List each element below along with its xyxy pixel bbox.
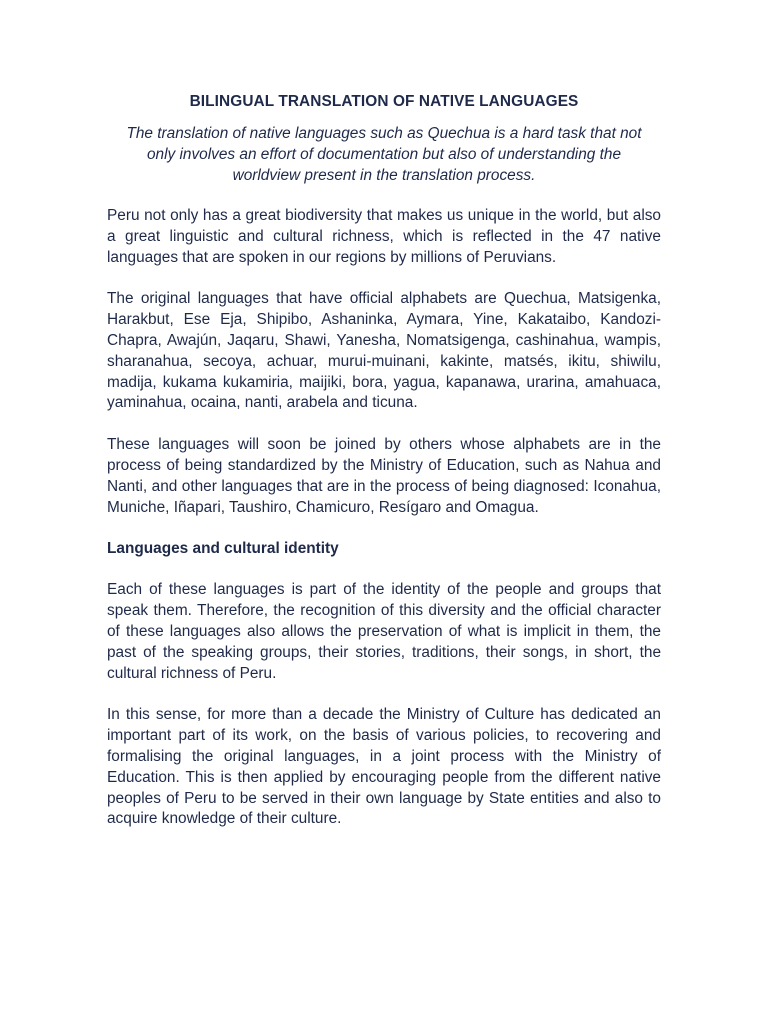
paragraph-standardization: These languages will soon be joined by others whose alphabets are in the process of being standardized by the Ministry of Education, such as Nahua and Nanti, and other languages that are in the process of being diagnosed: Iconahua, Muniche, Iñapari, Taushiro, Chamicuro, Resígaro and Omagua.	[107, 436, 661, 516]
document-subtitle: The translation of native languages such as Quechua is a hard task that not only involves an effort of documentation but also of understanding the worldview present in the translation process.	[126, 125, 642, 184]
paragraph-official-alphabets: The original languages that have official alphabets are Quechua, Matsigenka, Harakbut, Ese Eja, Shipibo, Ashaninka, Aymara, Yine, Kakataibo, Kandozi-Chapra, Awajún, Jaqaru, Shawi, Yanesha, Nomatsigenga, cashinahua, wampis, sharanahua, secoya, achuar, murui-muinani, kakinte, matsés, ikitu, shiwilu, madija, kukama kukamiria, maijiki, bora, yagua, kapanawa, urarina, amahuaca, yaminahua, ocaina, nanti, arabela and ticuna.	[107, 290, 661, 412]
paragraph-biodiversity: Peru not only has a great biodiversity that makes us unique in the world, but also a great linguistic and cultural richness, which is reflected in the 47 native languages that are spoken in our regions by millions of Peruvians.	[107, 207, 661, 266]
paragraph-ministry-of-culture: In this sense, for more than a decade the Ministry of Culture has dedicated an important part of its work, on the basis of various policies, to recovering and formalising the original languages, in a joint process with the Ministry of Education. This is then applied by encouraging people from the different native peoples of Peru to be served in their own language by State entities and also to acquire knowledge of their culture.	[107, 706, 661, 828]
document-title: BILINGUAL TRANSLATION OF NATIVE LANGUAGES	[189, 93, 579, 110]
section-heading: Languages and cultural identity	[107, 540, 339, 558]
paragraph-identity: Each of these languages is part of the identity of the people and groups that speak them. Therefore, the recognition of this diversity and the official character of these languages also allows the preservation of what is implicit in them, the past of the speaking groups, their stories, traditions, their songs, in short, the cultural richness of Peru.	[107, 581, 661, 682]
